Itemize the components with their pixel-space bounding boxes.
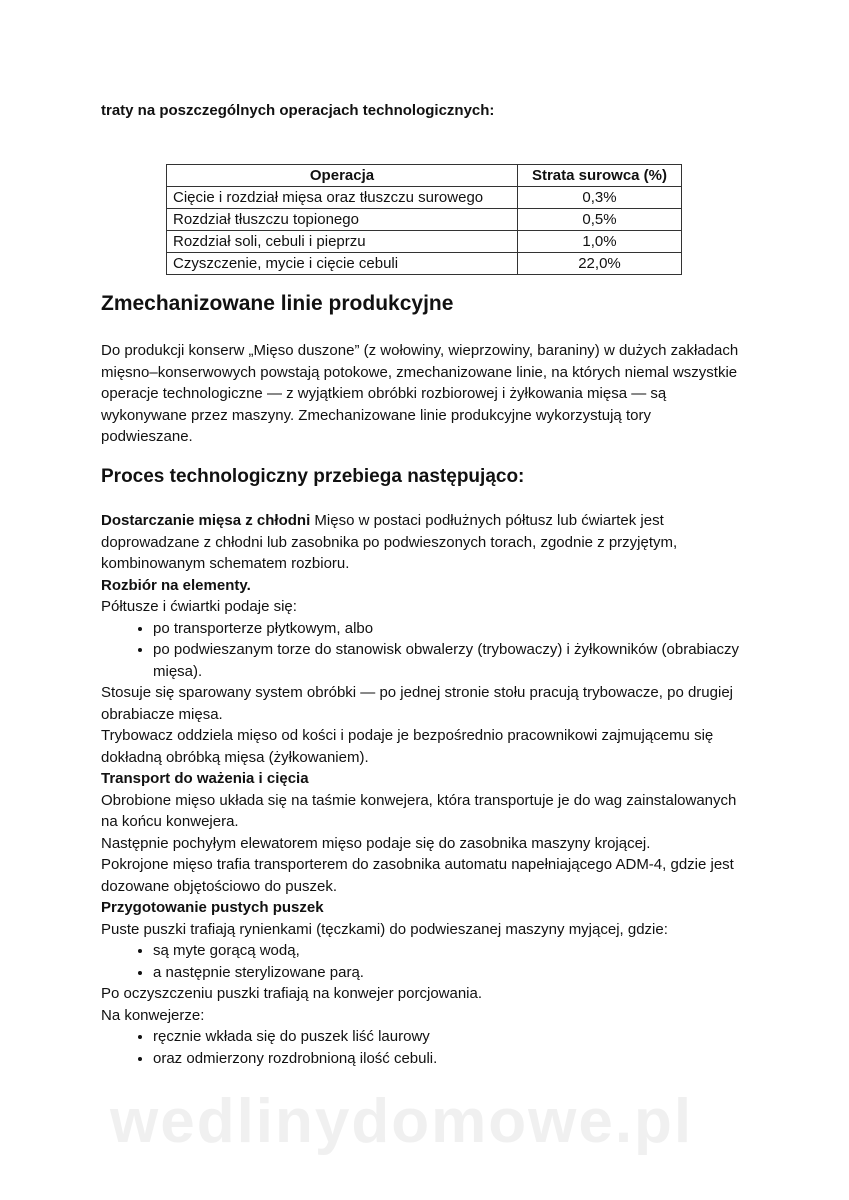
loss-cell: 22,0% xyxy=(518,253,682,275)
list-item: • są myte gorącą wodą, xyxy=(153,940,741,962)
list-item: • a następnie sterylizowane parą. xyxy=(153,962,741,984)
cans-paragraph: Po oczyszczeniu puszki trafiają na konwejer porcjowania. xyxy=(101,985,483,1002)
loss-cell: 0,5% xyxy=(518,209,682,231)
loss-cell: 0,3% xyxy=(518,187,682,209)
transport-heading: Transport do ważenia i cięcia xyxy=(101,770,309,787)
table-row xyxy=(167,187,682,209)
cutting-paragraph: Trybowacz oddziela mięso od kości i podaje je bezpośrednio pracownikowi zajmującemu się dokładną obróbką mięsa (żyłkowaniem). xyxy=(101,727,714,766)
watermark: wedlinydomowe.pl xyxy=(110,1087,694,1156)
cans-paragraph: Na konwejerze: xyxy=(101,1006,205,1024)
section-heading-process: Proces technologiczny przebiega następująco: xyxy=(101,466,525,487)
operation-cell: Rozdział tłuszczu topionego xyxy=(167,209,518,231)
list-item: • oraz odmierzony rozdrobnioną ilość cebuli. xyxy=(153,1048,741,1070)
column-header-loss: Strata surowca (%) xyxy=(518,165,682,187)
delivery-paragraph xyxy=(101,510,741,575)
table-row xyxy=(167,231,682,253)
table-row xyxy=(167,253,682,275)
cutting-heading: Rozbiór na elementy. xyxy=(101,576,251,594)
losses-table xyxy=(166,164,682,275)
list-item: • ręcznie wkłada się do puszek liść laurowy xyxy=(153,1026,741,1048)
transport-paragraph: Następnie pochyłym elewatorem mięso podaje się do zasobnika maszyny krojącej. xyxy=(101,834,651,852)
cans-list xyxy=(101,940,741,983)
operation-cell: Czyszczenie, mycie i cięcie cebuli xyxy=(167,253,518,275)
cutting-intro: Półtusze i ćwiartki podaje się: xyxy=(101,598,297,615)
cans-heading: Przygotowanie pustych puszek xyxy=(101,899,324,916)
cans-intro: Puste puszki trafiają rynienkami (tęczkami) do podwieszanej maszyny myjącej, gdzie: xyxy=(101,920,668,938)
loss-cell: 1,0% xyxy=(518,231,682,253)
process-content xyxy=(101,510,741,1069)
list-item: • po podwieszanym torze do stanowisk obwalerzy (trybowaczy) i żyłkowników (obrabiaczy mięsa). xyxy=(153,639,741,682)
cutting-list xyxy=(101,618,741,683)
delivery-heading: Dostarczanie mięsa z chłodni xyxy=(101,512,311,529)
list-item: • po transporterze płytkowym, albo xyxy=(153,618,741,640)
transport-paragraph: Pokrojone mięso trafia transporterem do zasobnika automatu napełniającego ADM-4, gdzie jest dozowane objętościowo do puszek. xyxy=(101,856,734,895)
operation-cell: Rozdział soli, cebuli i pieprzu xyxy=(167,231,518,253)
intro-text: traty na poszczególnych operacjach technologicznych: xyxy=(101,102,495,119)
operation-cell: Cięcie i rozdział mięsa oraz tłuszczu surowego xyxy=(167,187,518,209)
cutting-paragraph: Stosuje się sparowany system obróbki — po jednej stronie stołu pracują trybowacze, po drugiej obrabiacze mięsa. xyxy=(101,684,733,723)
transport-paragraph: Obrobione mięso układa się na taśmie konwejera, która transportuje je do wag zainstalowanych na końcu konwejera. xyxy=(101,791,737,830)
table-row xyxy=(167,209,682,231)
column-header-operation: Operacja xyxy=(167,165,518,187)
conveyor-list xyxy=(101,1026,741,1069)
table-header-row xyxy=(167,165,682,187)
delivery-text: Mięso w postaci podłużnych półtusz lub ćwiartek jest doprowadzane z chłodni lub zasobnika po podwieszonych torach, zgodnie z przyjętym, kombinowanym schematem rozbioru. xyxy=(101,512,678,572)
section-heading-lines: Zmechanizowane linie produkcyjne xyxy=(101,292,454,315)
lines-paragraph: Do produkcji konserw „Mięso duszone” (z wołowiny, wieprzowiny, baraniny) w dużych zakładach mięsno–konserwowych powstają potokowe, zmechanizowane linie, na których niemal wszystkie operacje technologiczne — z wyjątkiem obróbki rozbiorowej i żyłkowania mięsa — są wykonywane przez maszyny. Zmechanizowane linie produkcyjne wykorzystują tory podwieszane. xyxy=(101,342,739,445)
